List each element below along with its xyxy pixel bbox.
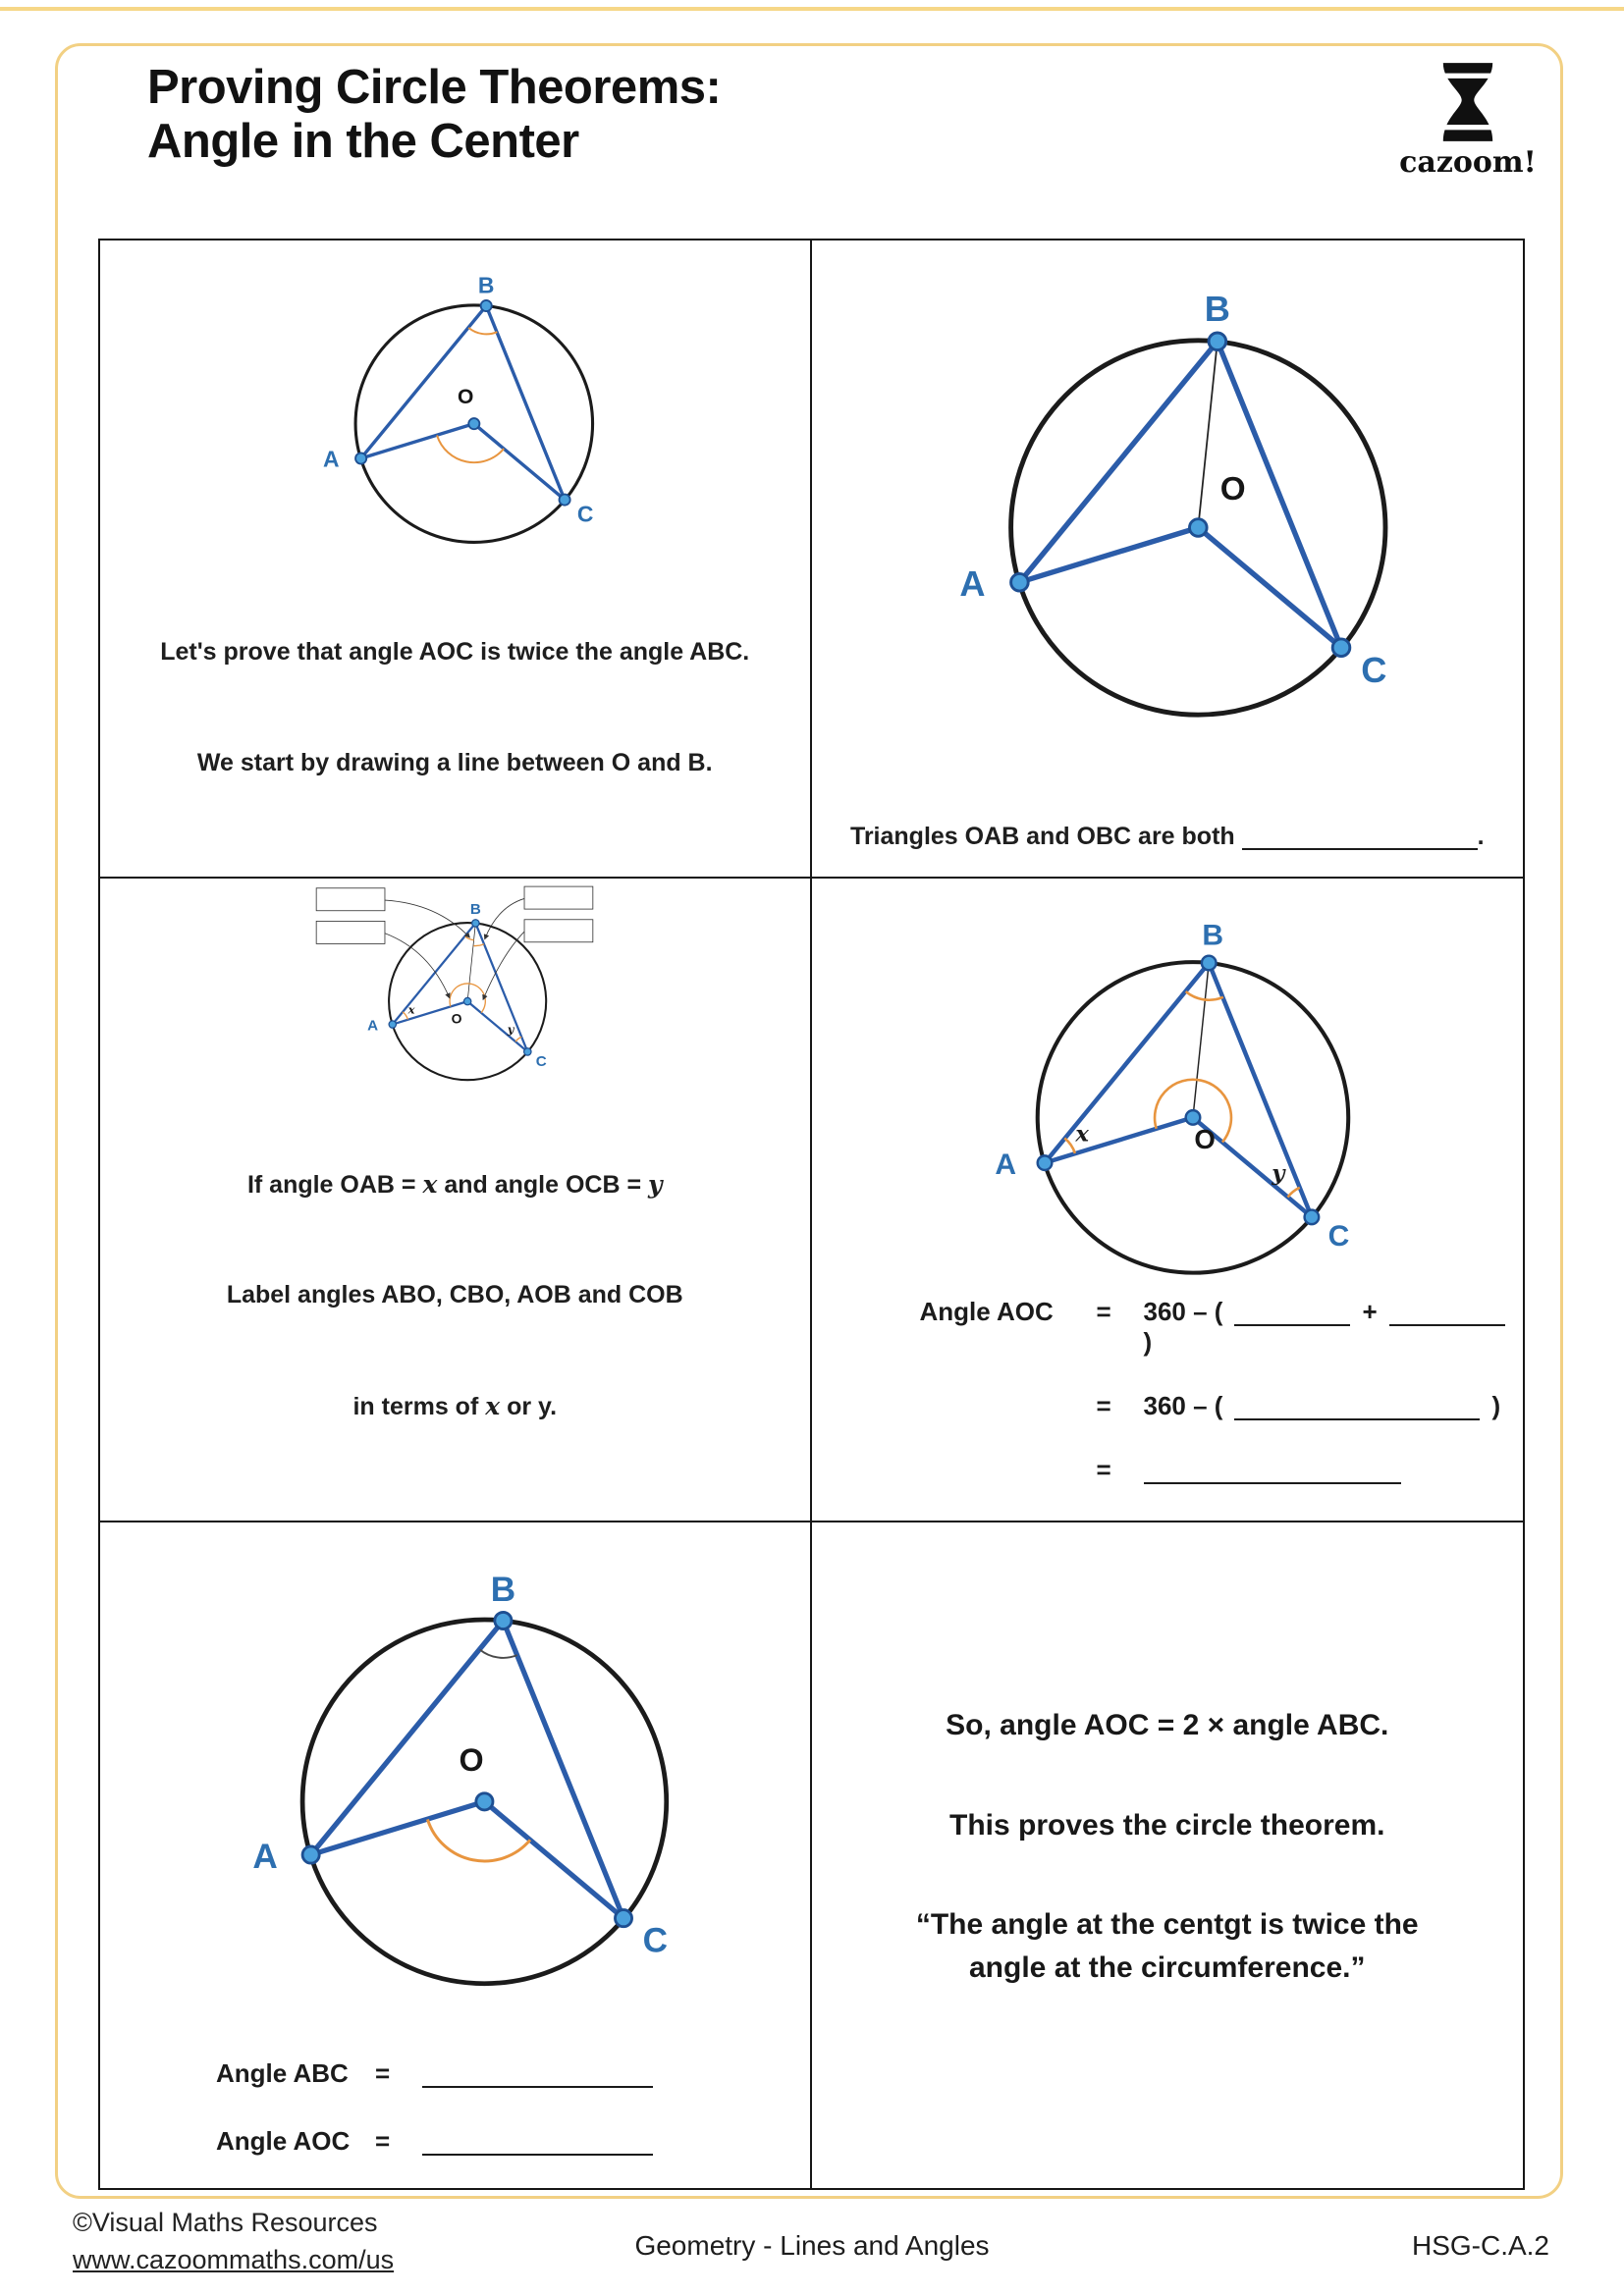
eq-close-paren: ): [1491, 1391, 1501, 1420]
chord-AB: [1045, 963, 1209, 1163]
footer-standard-code: HSG-C.A.2: [1411, 2230, 1549, 2261]
panel-6: [812, 1522, 1524, 2188]
point-B: [1209, 333, 1226, 350]
chord-AB: [1019, 342, 1217, 582]
eq-close-paren: ): [1143, 1327, 1153, 1357]
panel1-caption-line2: We start by drawing a line between O and B.: [196, 748, 713, 776]
point-O: [1185, 1110, 1200, 1125]
point-C: [1304, 1210, 1319, 1225]
answer-box-COB: [524, 920, 593, 942]
label-C: C: [577, 501, 594, 527]
answer-box-AOB: [316, 921, 385, 943]
label-O: O: [1194, 1124, 1216, 1155]
segment-OB: [1198, 342, 1218, 528]
angle-arc-OAB: [403, 1012, 407, 1020]
brand-logo-text: cazoom!: [1399, 145, 1537, 180]
label-C: C: [1360, 649, 1387, 690]
drum-icon: [1431, 61, 1505, 143]
diagram-final-angles: [116, 1526, 793, 2011]
panel3-caption-line2: Label angles ABO, CBO, AOB and COB: [226, 1281, 683, 1308]
point-C: [616, 1910, 632, 1927]
point-O: [464, 997, 471, 1004]
angle-arc-OCB: [515, 1037, 521, 1041]
copyright-text: ©Visual Maths Resources: [73, 2208, 378, 2237]
point-A: [1010, 573, 1028, 591]
label-A: A: [367, 1017, 379, 1035]
eq-open-paren: 360 – (: [1143, 1391, 1223, 1420]
diagram-line-OB-drawn: [819, 244, 1516, 744]
label-A: A: [995, 1148, 1016, 1182]
worksheet-grid: [98, 239, 1525, 2190]
angle-arc-OAB: [1064, 1139, 1075, 1153]
theorem-conclusion: [829, 1526, 1506, 2166]
label-B: B: [490, 1571, 516, 1610]
radius-OA: [361, 424, 474, 458]
label-A: A: [323, 446, 340, 472]
brand-logo: [1386, 61, 1549, 180]
panel3-caption-line1: [227, 1166, 683, 1204]
answer-blank-angle-ABC: [422, 2060, 653, 2088]
label-O: O: [1219, 471, 1246, 508]
var-x: x: [485, 1391, 501, 1420]
label-B: B: [470, 901, 482, 919]
footer-topic: Geometry - Lines and Angles: [634, 2230, 990, 2261]
label-C: C: [536, 1053, 548, 1071]
label-C: C: [1327, 1220, 1350, 1254]
eq-row1-equals: =: [1096, 1297, 1111, 1326]
footer-link[interactable]: www.cazoommaths.com/us: [73, 2245, 395, 2275]
diagram-label-angles: [111, 882, 798, 1093]
angle-arc-CBO: [474, 944, 485, 946]
point-A: [1037, 1155, 1052, 1170]
panel-4: [812, 879, 1524, 1522]
angle-arc-OCB: [1287, 1188, 1299, 1198]
segment-OB: [1193, 963, 1209, 1117]
point-O: [468, 418, 479, 429]
label-A: A: [959, 562, 986, 604]
answer-box-CBO: [524, 886, 593, 909]
answer-blank-x-term: [1234, 1299, 1350, 1326]
point-A: [355, 453, 366, 463]
point-B: [495, 1612, 512, 1629]
arrow-to-angle-ABO: [385, 900, 469, 937]
chord-AB: [361, 306, 487, 458]
angle-arc-ABC: [480, 1649, 517, 1657]
panel-2: [812, 240, 1524, 879]
panel-3: [100, 879, 812, 1522]
label-A: A: [252, 1837, 279, 1876]
page-title-line2: Angle in the Center: [147, 115, 579, 169]
angle-arc-ABC: [1185, 991, 1222, 1000]
answer-row1-label: Angle ABC: [216, 2058, 349, 2088]
panel-1: [100, 240, 812, 879]
answer-blank-sum: [1234, 1393, 1480, 1420]
page-title-line1: Proving Circle Theorems:: [147, 61, 722, 114]
panel3-line1-text2: and angle OCB =: [437, 1170, 648, 1199]
conclusion-line1: So, angle AOC = 2 × angle ABC.: [946, 1709, 1389, 1741]
panel1-caption-line1: Let's prove that angle AOC is twice the angle ABC.: [160, 638, 750, 666]
label-x: x: [1075, 1121, 1089, 1148]
label-O: O: [451, 1010, 462, 1027]
panel1-caption: [160, 561, 749, 855]
point-O: [476, 1793, 493, 1810]
segment-OB: [467, 923, 475, 1001]
panel3-caption: [227, 1093, 683, 1500]
point-B: [481, 300, 492, 311]
label-O: O: [459, 1742, 484, 1779]
answer-row2-equals: =: [375, 2126, 391, 2156]
eq-open-paren: 360 – (: [1143, 1297, 1223, 1326]
panel-5: [100, 1522, 812, 2188]
point-O: [1189, 519, 1207, 537]
theorem-quote: “The angle at the centgt is twice the angle at the circumference.”: [915, 1908, 1419, 1984]
chord-AB: [393, 923, 476, 1024]
panel3-line1-text: If angle OAB =: [246, 1170, 423, 1199]
answer-row2-content: [422, 2126, 665, 2157]
answer-blank-y-term: [1389, 1299, 1505, 1326]
point-C: [524, 1048, 531, 1055]
chord-AB: [311, 1621, 504, 1855]
point-C: [1332, 639, 1350, 657]
answer-row2-label: Angle AOC: [216, 2126, 351, 2156]
panel2-caption: [850, 819, 1485, 856]
label-B: B: [478, 272, 495, 298]
panel4-equations: [920, 1297, 1524, 1485]
angle-arc-ABC: [468, 328, 497, 335]
panel5-answers: [216, 2058, 665, 2157]
eq-row2-content: [1144, 1391, 1524, 1421]
eq-row1-content: [1144, 1297, 1524, 1358]
label-C: C: [642, 1921, 669, 1960]
panel3-line3-text2: or y.: [500, 1392, 558, 1420]
answer-row1-content: [422, 2058, 665, 2089]
answer-row1-equals: =: [375, 2058, 391, 2088]
point-A: [302, 1846, 319, 1863]
panel2-caption-text: Triangles OAB and OBC are both: [849, 822, 1242, 850]
diagram-angle-at-center-step1: [106, 244, 803, 561]
label-B: B: [1204, 289, 1230, 330]
label-B: B: [1202, 919, 1223, 952]
point-A: [389, 1021, 396, 1028]
point-C: [560, 495, 570, 506]
label-x: x: [407, 1002, 415, 1017]
answer-blank-triangle-type: [1242, 824, 1478, 850]
point-B: [472, 920, 479, 927]
label-y: y: [1271, 1160, 1285, 1187]
point-B: [1202, 956, 1217, 971]
panel3-line3-text: in terms of: [352, 1392, 486, 1420]
eq-row3-equals: =: [1096, 1455, 1111, 1484]
answer-blank-angle-AOC: [422, 2128, 653, 2156]
label-O: O: [458, 386, 474, 409]
page-title: [147, 61, 721, 170]
answer-box-ABO: [316, 888, 385, 911]
var-x: x: [422, 1169, 438, 1199]
diagram-reflex-angle: [853, 882, 1482, 1297]
panel3-caption-line3: [227, 1388, 683, 1426]
eq-row3-content: [1144, 1455, 1524, 1485]
var-y: y: [648, 1169, 663, 1199]
conclusion-line2: This proves the circle theorem.: [949, 1808, 1385, 1842]
radius-OA: [1019, 527, 1198, 582]
eq-plus: +: [1362, 1297, 1378, 1326]
top-divider: [0, 7, 1624, 11]
eq-row1-label: Angle AOC: [919, 1297, 1054, 1326]
panel2-caption-period: .: [1477, 822, 1485, 850]
label-y: y: [507, 1022, 514, 1037]
radius-OA: [311, 1801, 485, 1854]
answer-blank-result: [1144, 1457, 1401, 1484]
eq-row2-equals: =: [1096, 1391, 1111, 1420]
